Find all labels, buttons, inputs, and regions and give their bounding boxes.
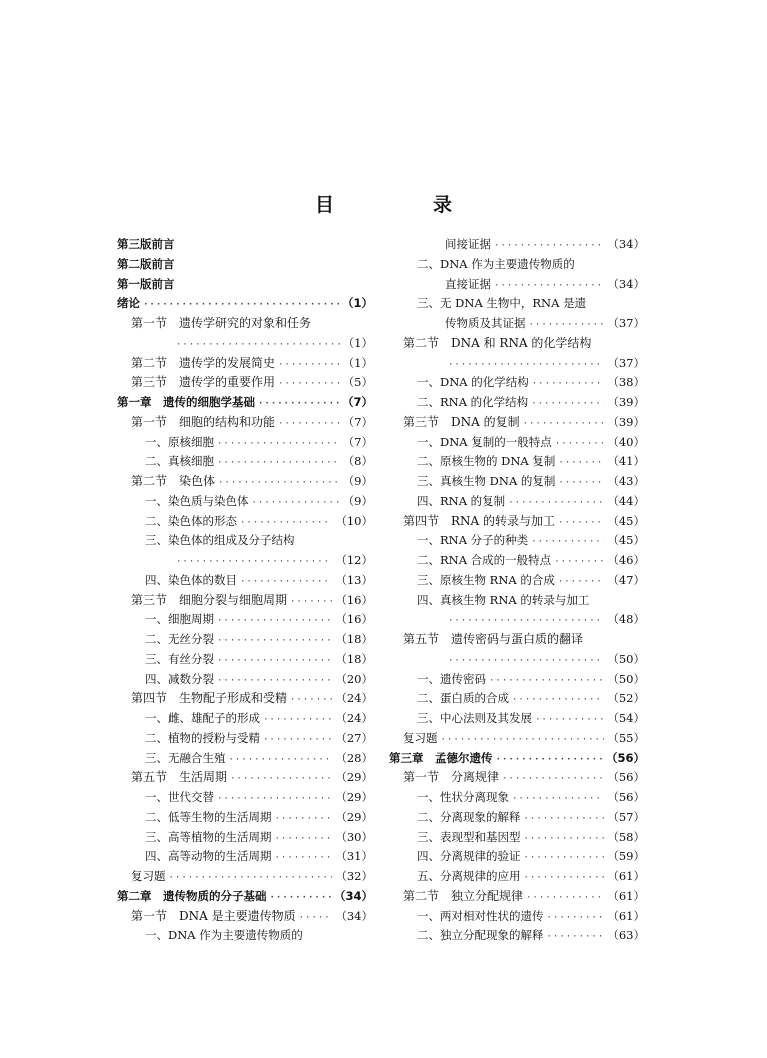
toc-entry-title: 一、原核细胞 <box>145 434 214 449</box>
toc-entry <box>389 847 645 867</box>
toc-entry <box>117 393 373 413</box>
toc-entry <box>389 689 645 709</box>
toc-entry <box>389 867 645 887</box>
dot-leader <box>547 909 605 929</box>
toc-entry-page: （43） <box>607 474 645 488</box>
dot-leader <box>524 830 605 850</box>
dot-leader <box>532 375 605 395</box>
toc-entry-title: 二、植物的授粉与受精 <box>145 730 260 745</box>
toc-entry-title: 一、DNA 复制的一般特点 <box>417 434 552 449</box>
toc-entry-title: 第四节 生物配子形成和受精 <box>131 691 288 706</box>
toc-entry-page: （41） <box>607 454 645 469</box>
toc-entry-page: （56） <box>605 750 645 765</box>
toc-entry-page: （54） <box>607 711 645 725</box>
dot-leader <box>263 711 332 731</box>
toc-entry <box>117 689 373 709</box>
toc-entry-title: 第二节 遗传学的发展简史 <box>131 355 276 370</box>
toc-entry-title: 复习题 <box>403 730 438 745</box>
toc-entry <box>117 907 373 927</box>
dot-leader <box>502 770 604 790</box>
toc-entry-title: 三、真核生物 DNA 的复制 <box>417 474 556 488</box>
toc-entry <box>389 808 645 828</box>
toc-entry <box>117 373 373 393</box>
toc-entry-page: （58） <box>607 829 645 844</box>
toc-entry-page: （50） <box>607 671 645 686</box>
toc-entry <box>389 255 645 275</box>
toc-entry <box>389 571 645 591</box>
toc-entry <box>117 571 373 591</box>
toc-entry <box>117 255 373 275</box>
dot-leader <box>512 790 604 810</box>
toc-entry <box>117 926 373 946</box>
toc-entry-title: 一、性状分离现象 <box>417 790 509 804</box>
toc-entry-page: （30） <box>335 829 373 844</box>
toc-entry-title: 一、细胞周期 <box>145 612 214 627</box>
toc-entry <box>389 294 645 314</box>
toc-entry-title: 三、有丝分裂 <box>145 651 214 666</box>
toc-entry <box>117 847 373 867</box>
toc-entry-title: 第二节 染色体 <box>131 474 216 488</box>
toc-entry-title: 四、高等动物的生活周期 <box>145 849 272 864</box>
toc-entry-page: （10） <box>335 513 373 528</box>
toc-entry-title: 五、分离规律的应用 <box>417 869 521 883</box>
toc-entry-page: （7） <box>341 395 373 409</box>
dot-leader <box>230 770 332 790</box>
toc-entry-page: （56） <box>607 790 645 804</box>
toc-entry-title: 第三节 遗传学的重要作用 <box>131 375 276 390</box>
toc-entry-title: 一、两对相对性状的遗传 <box>417 908 544 923</box>
toc-entry-title: 三、无融合生殖 <box>145 750 226 765</box>
toc-entry <box>117 808 373 828</box>
toc-entry <box>389 373 645 393</box>
dot-leader <box>531 395 604 415</box>
dot-leader <box>217 652 332 672</box>
toc-entry-title: 二、低等生物的生活周期 <box>145 809 272 824</box>
dot-leader <box>524 869 605 889</box>
toc-entry-title: 三、染色体的组成及分子结构 <box>145 533 295 548</box>
toc-entry-page: （52） <box>607 691 645 706</box>
toc-entry-page: （48） <box>607 612 645 627</box>
dot-leader <box>524 849 605 869</box>
toc-entry-title: 一、RNA 分子的种类 <box>417 533 529 548</box>
dot-leader <box>229 751 333 771</box>
toc-entry-page: （31） <box>335 849 373 864</box>
dot-leader <box>263 731 332 751</box>
dot-leader <box>278 415 340 435</box>
toc-entry-page: （32） <box>335 869 373 883</box>
toc-entry-page: （5） <box>342 375 373 390</box>
dot-leader <box>558 474 604 494</box>
toc-entry <box>389 314 645 334</box>
toc-entry-page: （12） <box>335 553 373 567</box>
toc-entry-title: 二、独立分配现象的解释 <box>417 928 544 943</box>
toc-entry <box>389 670 645 690</box>
toc-entry <box>389 650 645 670</box>
dot-leader <box>275 810 333 830</box>
toc-entry-title: 第一版前言 <box>117 276 175 291</box>
dot-leader <box>558 454 604 474</box>
toc-entry-page: （7） <box>342 414 373 429</box>
toc-entry-page: （7） <box>342 434 373 449</box>
toc-entry-title: 第三节 DNA 的复制 <box>403 414 520 429</box>
toc-entry-page: （40） <box>607 434 645 449</box>
toc-entry <box>389 531 645 551</box>
toc-entry <box>117 610 373 630</box>
dot-leader <box>252 494 340 514</box>
toc-entry-page: （47） <box>607 572 645 587</box>
toc-entry <box>117 650 373 670</box>
toc-entry <box>117 354 373 374</box>
toc-entry-page: （39） <box>607 395 645 409</box>
dot-leader <box>547 928 605 948</box>
toc-entry-title: 四、染色体的数目 <box>145 572 237 587</box>
toc-entry-page: （45） <box>607 513 645 528</box>
toc-entry <box>389 492 645 512</box>
toc-entry <box>117 768 373 788</box>
toc-entry-title: 直接证据 <box>445 276 491 291</box>
toc-entry <box>117 670 373 690</box>
toc-entry-title: 二、DNA 作为主要遗传物质的 <box>417 256 575 271</box>
toc-entry-title: 第五节 遗传密码与蛋白质的翻译 <box>403 632 584 646</box>
toc-entry-title: 第一章 遗传的细胞学基础 <box>117 395 255 409</box>
toc-entry-title: 第四节 RNA 的转录与加工 <box>403 513 556 528</box>
toc-entry <box>117 531 373 551</box>
toc-entry-title: 一、DNA 的化学结构 <box>417 375 529 390</box>
toc-entry-title: 第一节 DNA 是主要遗传物质 <box>131 908 296 923</box>
toc-entry-page: （59） <box>607 849 645 864</box>
toc-entry <box>389 433 645 453</box>
toc-entry-title: 第三章 孟德尔遗传 <box>389 750 493 765</box>
toc-entry-page: （13） <box>335 572 373 587</box>
toc-entry-title: 二、染色体的形态 <box>145 513 237 528</box>
toc-entry-title: 第一节 细胞的结构和功能 <box>131 414 276 429</box>
toc-entry-title: 绪论 <box>117 296 140 311</box>
dot-leader <box>217 612 332 632</box>
toc-entry <box>389 334 645 354</box>
toc-entry-title: 二、RNA 合成的一般特点 <box>417 553 552 567</box>
dot-leader <box>217 435 340 455</box>
toc-entry-page: （57） <box>607 809 645 824</box>
toc-entry-page: （1） <box>342 335 373 350</box>
toc-entry-page: （16） <box>335 592 373 607</box>
dot-leader <box>290 593 332 613</box>
toc-entry-page: （1） <box>341 296 373 311</box>
toc-entry-page: （56） <box>607 770 645 785</box>
toc-entry-title: 第二节 DNA 和 RNA 的化学结构 <box>403 335 592 350</box>
toc-entry <box>389 275 645 295</box>
toc-entry <box>389 393 645 413</box>
toc-entry-title: 四、真核生物 RNA 的转录与加工 <box>417 592 590 607</box>
dot-leader <box>217 632 332 652</box>
toc-entry <box>389 472 645 492</box>
toc-entry-title: 一、染色质与染色体 <box>145 493 249 508</box>
toc-entry-title: 一、雌、雄配子的形成 <box>145 711 260 725</box>
toc-entry-title: 二、蛋白质的合成 <box>417 691 509 706</box>
dot-leader <box>299 909 333 929</box>
toc-entry-page: （46） <box>607 553 645 567</box>
dot-leader <box>217 454 340 474</box>
toc-entry-page: （61） <box>607 869 645 883</box>
toc-entry-page: （38） <box>607 375 645 390</box>
toc-entry-title: 一、世代交替 <box>145 790 214 804</box>
toc-entry-title: 第三节 细胞分裂与细胞周期 <box>131 592 288 607</box>
toc-entry-page: （16） <box>335 612 373 627</box>
toc-entry <box>389 235 645 255</box>
toc-entry-title: 复习题 <box>131 869 166 883</box>
toc-entry <box>389 551 645 571</box>
toc-entry <box>117 729 373 749</box>
toc-entry <box>117 334 373 354</box>
toc-entry-title: 二、真核细胞 <box>145 454 214 469</box>
dot-leader <box>554 553 604 573</box>
toc-entry-page: （61） <box>607 888 645 903</box>
dot-leader <box>290 691 332 711</box>
dot-leader <box>278 375 340 395</box>
toc-entry-title: 三、中心法则及其发展 <box>417 711 532 725</box>
toc-entry-title: 第二版前言 <box>117 256 175 271</box>
toc-entry <box>117 749 373 769</box>
toc-entry <box>117 867 373 887</box>
dot-leader <box>496 751 603 771</box>
toc-entry-page: （24） <box>335 691 373 706</box>
toc-entry <box>117 709 373 729</box>
toc-entry <box>389 768 645 788</box>
toc-right-column <box>389 235 645 946</box>
toc-entry-page: （34） <box>333 888 373 903</box>
toc-entry-title: 传物质及其证据 <box>445 316 526 330</box>
dot-leader <box>558 514 604 534</box>
toc-entry <box>117 887 373 907</box>
toc-entry-page: （9） <box>342 474 373 488</box>
toc-entry <box>389 610 645 630</box>
toc-entry-title: 第三版前言 <box>117 237 175 251</box>
toc-entry <box>389 749 645 769</box>
toc-entry <box>117 591 373 611</box>
toc-entry-title: 一、DNA 作为主要遗传物质的 <box>145 928 303 943</box>
toc-entry-page: （29） <box>335 770 373 785</box>
toc-entry <box>389 788 645 808</box>
toc-entry <box>389 907 645 927</box>
toc-entry <box>117 828 373 848</box>
toc-entry-title: 四、减数分裂 <box>145 671 214 686</box>
toc-entry-title: 第二章 遗传物质的分子基础 <box>117 888 267 903</box>
dot-leader <box>275 830 333 850</box>
toc-entry-page: （20） <box>335 671 373 686</box>
toc-entry <box>117 452 373 472</box>
toc-entry <box>117 413 373 433</box>
toc-entry-page: （45） <box>607 533 645 548</box>
toc-entry-page: （1） <box>342 355 373 370</box>
toc-entry-page: （9） <box>342 493 373 508</box>
toc-entry <box>389 887 645 907</box>
toc-entry-title: 二、分离现象的解释 <box>417 809 521 824</box>
toc-entry-title: 三、表现型和基因型 <box>417 829 521 844</box>
toc-entry-page: （50） <box>607 651 645 666</box>
toc-entry <box>117 788 373 808</box>
toc-entry <box>389 729 645 749</box>
toc-entry-page: （55） <box>607 730 645 745</box>
toc-entry <box>389 709 645 729</box>
toc-entry-title: 间接证据 <box>445 237 491 251</box>
toc-entry-page: （18） <box>335 632 373 646</box>
toc-entry-title: 三、无 DNA 生物中，RNA 是遗 <box>417 296 587 311</box>
dot-leader <box>275 849 333 869</box>
toc-entry-page: （37） <box>607 355 645 370</box>
toc-entry <box>117 492 373 512</box>
toc-entry <box>117 433 373 453</box>
toc-entry <box>117 512 373 532</box>
dot-leader <box>524 810 605 830</box>
toc-entry-page: （39） <box>607 414 645 429</box>
toc-entry <box>117 275 373 295</box>
toc-entry-page: （8） <box>342 454 373 469</box>
toc-entry <box>117 472 373 492</box>
toc-entry <box>389 354 645 374</box>
dot-leader <box>555 435 605 455</box>
toc-entry <box>389 828 645 848</box>
toc-entry-title: 二、原核生物的 DNA 复制 <box>417 454 556 469</box>
toc-entry-page: （29） <box>335 790 373 804</box>
toc-entry <box>389 452 645 472</box>
toc-left-column <box>117 235 373 946</box>
toc-entry <box>389 926 645 946</box>
toc-entry-title: 第一节 遗传学研究的对象和任务 <box>131 316 312 330</box>
toc-entry-page: （37） <box>607 316 645 330</box>
toc-entry-page: （34） <box>607 237 645 251</box>
toc-entry-title: 第一节 分离规律 <box>403 770 500 785</box>
dot-leader <box>535 711 604 731</box>
toc-entry-title: 三、高等植物的生活周期 <box>145 829 272 844</box>
toc-entry-page: （18） <box>335 651 373 666</box>
toc-entry-title: 三、原核生物 RNA 的合成 <box>417 572 555 587</box>
toc-entry <box>117 630 373 650</box>
toc-entry <box>389 512 645 532</box>
toc-entry-page: （24） <box>335 711 373 725</box>
page-title: 目 录 <box>314 194 492 216</box>
toc-entry <box>117 551 373 571</box>
toc-entry <box>117 294 373 314</box>
toc-entry-page: （34） <box>607 276 645 291</box>
toc-entry-page: （28） <box>335 750 373 765</box>
toc-entry-page: （27） <box>335 730 373 745</box>
toc-entry-page: （61） <box>607 908 645 923</box>
toc-entry-page: （63） <box>607 928 645 943</box>
toc-entry-page: （29） <box>335 809 373 824</box>
toc-entry-title: 四、RNA 的复制 <box>417 493 506 508</box>
toc-entry <box>389 630 645 650</box>
dot-leader <box>278 356 340 376</box>
toc-entry <box>117 314 373 334</box>
toc-entry <box>117 235 373 255</box>
toc-entry-title: 四、分离规律的验证 <box>417 849 521 864</box>
toc-entry-title: 第五节 生活周期 <box>131 770 228 785</box>
toc-entry-title: 二、无丝分裂 <box>145 632 214 646</box>
toc-entry <box>389 413 645 433</box>
toc-entry-page: （44） <box>607 493 645 508</box>
toc-entry-title: 二、RNA 的化学结构 <box>417 395 529 409</box>
toc-entry <box>389 591 645 611</box>
toc-entry-page: （34） <box>335 908 373 923</box>
toc-entry-title: 一、遗传密码 <box>417 671 486 686</box>
toc-entry-title: 第二节 独立分配规律 <box>403 888 524 903</box>
